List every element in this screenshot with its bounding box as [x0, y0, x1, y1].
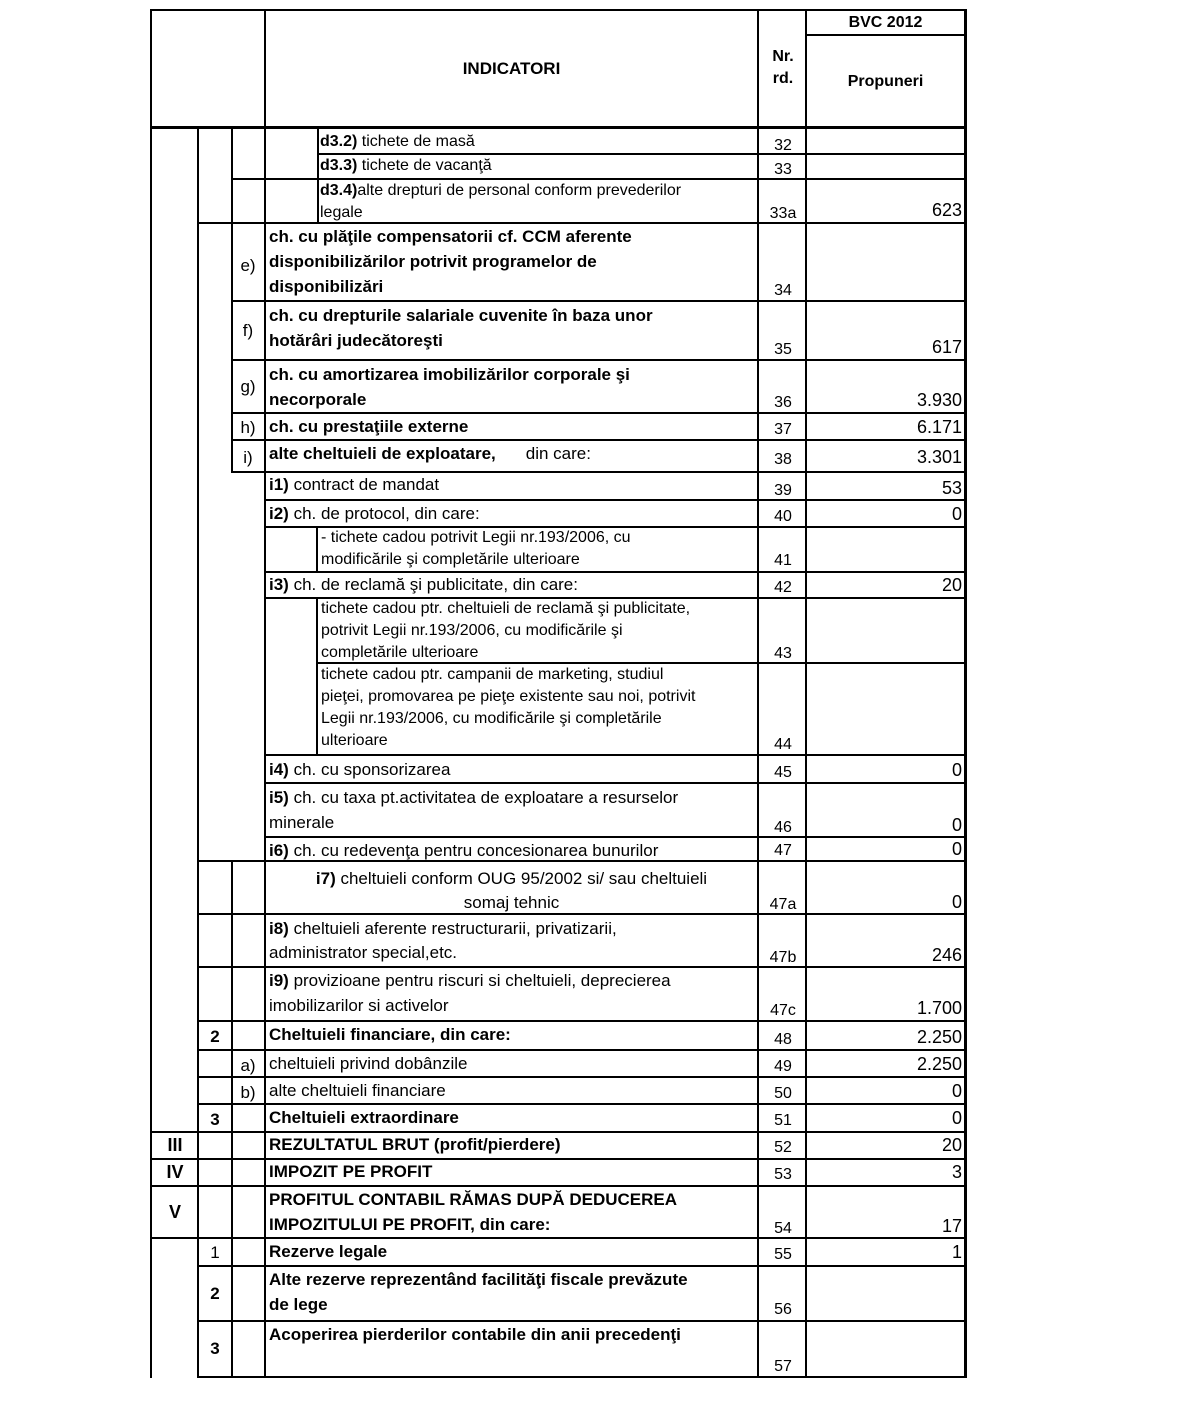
row-52-text: REZULTATUL BRUT (profit/pierdere) [269, 1135, 561, 1154]
row-51-text: Cheltuieli extraordinare [269, 1108, 459, 1127]
row-47a-value: 0 [951, 892, 962, 912]
row-38-label: i) [243, 448, 253, 467]
row-35-text-line2: hotărâri judecătoreşti [269, 331, 443, 350]
row-32-code: d3.2) [320, 133, 358, 150]
nr-rd-header-line1: Nr. [772, 48, 794, 65]
row-42-value: 20 [941, 575, 962, 595]
row-41-text-line1: - tichete cadou potrivit Legii nr.193/2006, cu [321, 529, 631, 546]
row-47b-text-line1: cheltuieli aferente restructurarii, privatizarii, [288, 919, 617, 938]
row-53-value: 3 [951, 1162, 962, 1182]
row-35-text-line1: ch. cu drepturile salariale cuvenite în baza unor [269, 306, 653, 325]
row-46-text-line1: ch. cu taxa pt.activitatea de exploatare a resurselor [288, 788, 679, 807]
row-51-value: 0 [951, 1108, 962, 1128]
nr-rd-header-line2: rd. [772, 70, 794, 87]
row-45-value: 0 [951, 760, 962, 780]
row-53-roman: IV [166, 1162, 184, 1182]
row-45-text: ch. cu sponsorizarea [288, 760, 451, 779]
row-41-text-line2: modificările şi completările ulterioare [321, 551, 580, 568]
row-50-nr: 50 [774, 1085, 792, 1102]
header-bottom-border [150, 126, 967, 129]
row-38-value: 3.301 [916, 447, 962, 467]
row-48-text: Cheltuieli financiare, din care: [269, 1025, 511, 1044]
row-50-text: alte cheltuieli financiare [269, 1081, 446, 1100]
row-40-indicator [269, 501, 480, 526]
row-42-indicator [269, 572, 578, 597]
row-49-label: a) [240, 1056, 256, 1075]
row-39-text: contract de mandat [288, 475, 440, 494]
row-32-nr: 32 [774, 137, 792, 154]
row-divider [231, 300, 967, 302]
row-46-nr: 46 [774, 819, 792, 836]
row-37-label: h) [240, 418, 256, 437]
table-right-border [964, 9, 967, 1378]
row-37-value: 6.171 [916, 417, 962, 437]
row-48-value: 2.250 [916, 1027, 962, 1047]
row-33-code: d3.3) [320, 157, 358, 174]
row-33-nr: 33 [774, 161, 792, 178]
row-42-text: ch. de reclamă şi publicitate, din care: [288, 575, 578, 594]
row-47a-code: i7) [315, 869, 336, 888]
row-44-text-line1: tichete cadou ptr. campanii de marketing, studiul [321, 666, 664, 683]
row-51-nr: 51 [774, 1112, 792, 1129]
row-33a-value: 623 [931, 200, 962, 220]
row-36-nr: 36 [774, 394, 792, 411]
row-44-text-line3: Legii nr.193/2006, cu modificările şi completările [321, 710, 662, 727]
row-36-label: g) [240, 377, 256, 396]
row-45-indicator [269, 757, 450, 782]
row-43-text-line2: potrivit Legii nr.193/2006, cu modificările şi [321, 622, 623, 639]
row-46-code: i5) [269, 788, 289, 807]
col2-border [197, 861, 199, 1021]
row-33-text: tichete de vacanţă [357, 157, 492, 174]
row-38-text: din care: [525, 444, 591, 463]
row-46-indicator [269, 785, 678, 810]
row-55-value: 1 [951, 1242, 962, 1262]
col2-border [197, 129, 199, 861]
bvc-year-header: BVC 2012 [848, 14, 923, 31]
row-33a-nr: 33a [769, 205, 797, 222]
row-45-code: i4) [269, 760, 289, 779]
row-47c-value: 1.700 [916, 998, 962, 1018]
row-47b-value: 246 [931, 945, 962, 965]
row-51-label: 3 [210, 1110, 220, 1129]
row-38-nr: 38 [774, 451, 792, 468]
row-47c-code: i9) [269, 971, 289, 990]
row-37-text: ch. cu prestaţiile externe [269, 417, 469, 436]
row-56-label: 2 [210, 1284, 220, 1303]
row-33a-code: d3.4) [320, 182, 358, 199]
row-40-code: i2) [269, 504, 289, 523]
row-48-nr: 48 [774, 1031, 792, 1048]
row-46-text-line2: minerale [269, 813, 335, 832]
row-41-nr: 41 [774, 552, 792, 569]
row-43-text-line3: completările ulterioare [321, 644, 479, 661]
subindent-border [317, 129, 319, 222]
row-43-nr: 43 [774, 645, 792, 662]
row-34-text-line2: disponibilizărilor potrivit programelor de [269, 252, 597, 271]
col3-border [231, 861, 233, 1378]
row-55-label: 1 [210, 1243, 220, 1262]
row-54-roman: V [168, 1202, 181, 1222]
row-52-value: 20 [941, 1135, 962, 1155]
subindent-border [316, 597, 318, 755]
nr-rd-header [759, 46, 807, 90]
row-47a-nr: 47a [769, 896, 797, 913]
row-47-text: ch. cu redevenţa pentru concesionarea bunurilor [288, 841, 659, 860]
row-34-label: e) [240, 256, 256, 275]
row-47c-text-line1: provizioane pentru riscuri si cheltuieli, deprecierea [288, 971, 671, 990]
row-33a-text-line1: alte drepturi de personal conform prevederilor [357, 182, 682, 199]
row-53-text: IMPOZIT PE PROFIT [269, 1162, 433, 1181]
row-34-nr: 34 [774, 282, 792, 299]
row-47-code: i6) [269, 841, 289, 860]
table-bottom-border [197, 1376, 967, 1378]
row-44-nr: 44 [774, 736, 792, 753]
row-49-nr: 49 [774, 1058, 792, 1075]
row-57-text: Acoperirea pierderilor contabile din anii precedenţi [269, 1325, 681, 1344]
row-47-nr: 47 [774, 842, 792, 859]
row-57-nr: 57 [774, 1358, 792, 1375]
row-47b-nr: 47b [769, 949, 797, 966]
row-33a-indicator [320, 180, 681, 202]
propuneri-header: Propuneri [847, 73, 924, 90]
row-35-label: f) [242, 321, 254, 340]
subindent-border [316, 527, 318, 571]
row-45-nr: 45 [774, 764, 792, 781]
row-56-text-line2: de lege [269, 1295, 328, 1314]
row-47c-indicator [269, 968, 671, 993]
row-33a-text-line2: legale [320, 204, 363, 221]
row-47a-text-line2: somaj tehnic [463, 893, 560, 912]
row-40-text: ch. de protocol, din care: [288, 504, 480, 523]
row-36-text-line2: necorporale [269, 390, 367, 409]
row-53-nr: 53 [774, 1166, 792, 1183]
row-38-text-bold: alte cheltuieli de exploatare, [269, 444, 496, 463]
row-47a-indicator [266, 866, 757, 891]
row-54-value: 17 [941, 1216, 962, 1236]
row-39-value: 53 [941, 478, 962, 498]
row-55-nr: 55 [774, 1246, 792, 1263]
row-42-nr: 42 [774, 579, 792, 596]
row-47b-indicator [269, 916, 617, 941]
row-47-value: 0 [951, 839, 962, 859]
row-55-text: Rezerve legale [269, 1242, 388, 1261]
row-48-label: 2 [210, 1027, 220, 1046]
indicatori-header: INDICATORI [462, 59, 561, 78]
row-35-nr: 35 [774, 341, 792, 358]
row-43-text-line1: tichete cadou ptr. cheltuieli de reclamă şi publicitate, [321, 600, 691, 617]
row-44-text-line2: pieţei, promovarea pe pieţe existente sau noi, potrivit [321, 688, 696, 705]
row-50-label: b) [240, 1083, 256, 1102]
row-54-text-line2: IMPOZITULUI PE PROFIT, din care: [269, 1215, 551, 1234]
row-38-indicator [269, 441, 591, 466]
indicator-col-left-border [264, 9, 266, 1378]
row-37-nr: 37 [774, 421, 792, 438]
row-44-text-line4: ulterioare [321, 732, 388, 749]
row-56-text-line1: Alte rezerve reprezentând facilităţi fiscale prevăzute [269, 1270, 688, 1289]
row-40-value: 0 [951, 504, 962, 524]
row-39-nr: 39 [774, 482, 792, 499]
row-32-indicator [320, 131, 475, 153]
row-47c-text-line2: imobilizarilor si activelor [269, 996, 449, 1015]
row-50-value: 0 [951, 1081, 962, 1101]
row-36-value: 3.930 [916, 390, 962, 410]
row-32-text: tichete de masă [357, 133, 475, 150]
row-35-value: 617 [931, 337, 962, 357]
row-39-indicator [269, 472, 439, 497]
row-47-indicator [269, 838, 658, 863]
row-57-label: 3 [210, 1339, 220, 1358]
col3-border [231, 129, 233, 222]
row-47a-text-line1: cheltuieli conform OUG 95/2002 si/ sau cheltuieli [335, 869, 708, 888]
row-34-text-line1: ch. cu plăţile compensatorii cf. CCM aferente [269, 227, 632, 246]
row-47b-code: i8) [269, 919, 289, 938]
row-54-text-line1: PROFITUL CONTABIL RĂMAS DUPĂ DEDUCEREA [269, 1190, 678, 1209]
row-56-nr: 56 [774, 1301, 792, 1318]
row-49-text: cheltuieli privind dobânzile [269, 1054, 468, 1073]
row-47b-text-line2: administrator special,etc. [269, 943, 458, 962]
row-42-code: i3) [269, 575, 289, 594]
row-40-nr: 40 [774, 508, 792, 525]
row-33-indicator [320, 155, 492, 177]
row-52-nr: 52 [774, 1139, 792, 1156]
row-54-nr: 54 [774, 1220, 792, 1237]
row-46-value: 0 [951, 815, 962, 835]
row-49-value: 2.250 [916, 1054, 962, 1074]
row-divider [264, 754, 967, 756]
row-39-code: i1) [269, 475, 289, 494]
row-52-roman: III [167, 1135, 183, 1155]
row-34-text-line3: disponibilizări [269, 277, 384, 296]
row-47c-nr: 47c [770, 1002, 796, 1019]
row-36-text-line1: ch. cu amortizarea imobilizărilor corporale şi [269, 365, 630, 384]
